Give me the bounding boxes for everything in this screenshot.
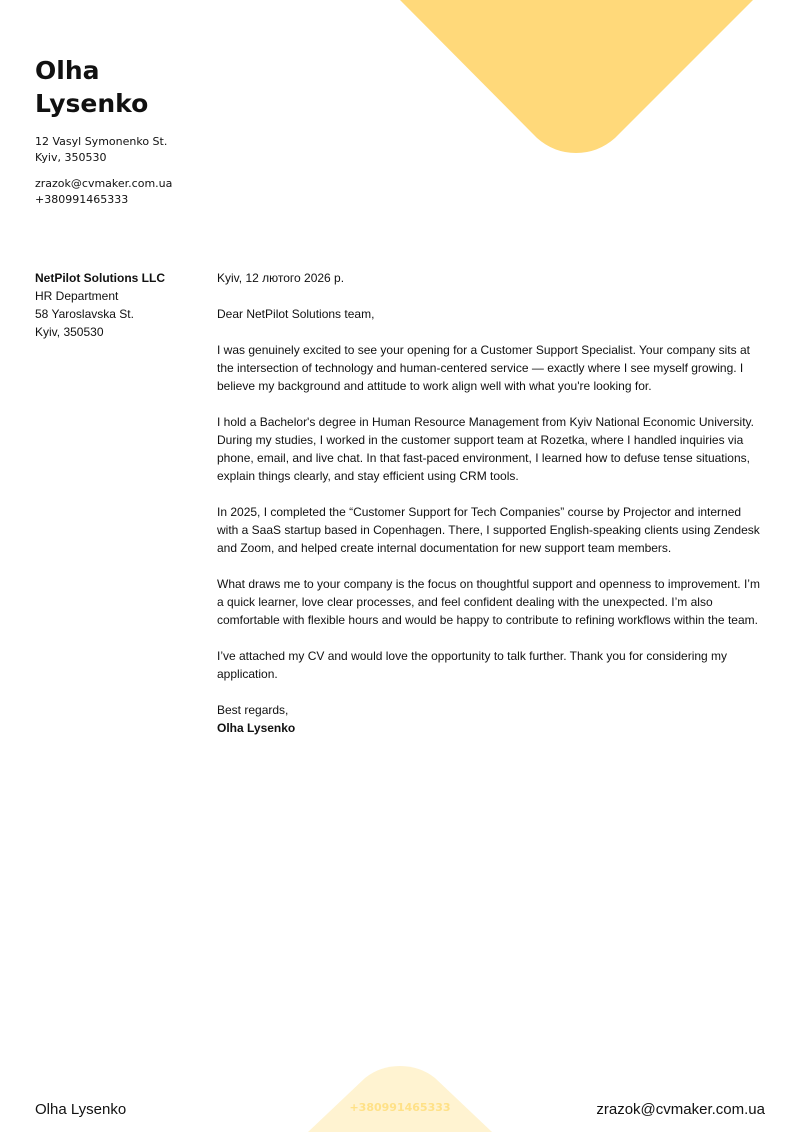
sender-contacts: [35, 176, 235, 208]
letter-paragraph: I was genuinely excited to see your opening for a Customer Support Specialist. Your company sits at the intersection of technology and human-centered service — exactly where I see myself growing. I believe my background and attitude to work align well with what you're looking for.: [217, 343, 750, 393]
letter-greeting: Dear NetPilot Solutions team,: [217, 307, 375, 321]
footer-email: zrazok@cvmaker.com.ua: [596, 1101, 765, 1118]
letter-signature: Olha Lysenko: [217, 721, 296, 735]
decorative-bottom-shape-fill: [308, 1066, 492, 1132]
letter-paragraph: In 2025, I completed the “Customer Support for Tech Companies” course by Projector and interned with a SaaS startup based in Copenhagen. There, I supported English-speaking clients using Zendesk and Zoom, and helped create internal documentation for new support team members.: [217, 505, 760, 555]
sender-last-name: Lysenko: [35, 89, 149, 118]
recipient-department: HR Department: [35, 289, 119, 303]
sender-name: [35, 54, 235, 120]
sender-address: [35, 134, 235, 166]
sender-phone: +380991465333: [35, 193, 129, 206]
sender-first-name: Olha: [35, 56, 100, 85]
letter-paragraph: What draws me to your company is the focus on thoughtful support and openness to improvement. I’m a quick learner, love clear processes, and feel confident dealing with the unexpected. I’m also comfortable with flexible hours and would be happy to contribute to refining workflows within the team.: [217, 577, 760, 627]
sender-email: zrazok@cvmaker.com.ua: [35, 177, 173, 190]
letter-paragraph: I hold a Bachelor's degree in Human Resource Management from Kyiv National Economic University. During my studies, I worked in the customer support team at Rozetka, where I handled inquiries via phone, email, and live chat. In that fast-paced environment, I learned how to defuse tense situations, explain things clearly, and stay efficient using CRM tools.: [217, 415, 754, 483]
recipient-block: [35, 269, 205, 341]
recipient-street: 58 Yaroslavska St.: [35, 307, 134, 321]
footer-name: Olha Lysenko: [35, 1101, 127, 1118]
decorative-top-shape-fill: [400, 0, 753, 153]
letter-body: [217, 269, 765, 737]
letter-date: Kyiv, 12 лютого 2026 р.: [217, 271, 345, 285]
sender-block: [35, 54, 235, 208]
sender-address-line2: Kyiv, 350530: [35, 151, 107, 164]
letter-paragraph: I’ve attached my CV and would love the opportunity to talk further. Thank you for considering my application.: [217, 649, 728, 681]
letter-closing: Best regards,: [217, 703, 289, 717]
sender-address-line1: 12 Vasyl Symonenko St.: [35, 135, 168, 148]
recipient-city: Kyiv, 350530: [35, 325, 104, 339]
recipient-company: NetPilot Solutions LLC: [35, 271, 165, 285]
footer-phone: +380991465333: [349, 1101, 451, 1114]
decorative-bottom-shape: [300, 1064, 500, 1132]
